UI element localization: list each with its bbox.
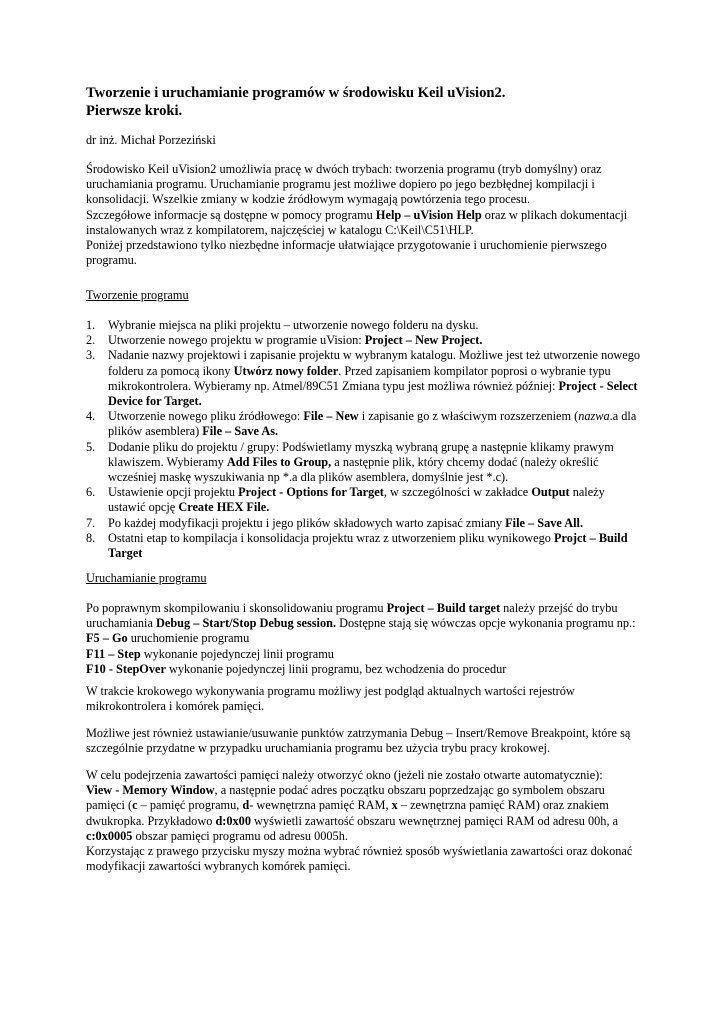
run-plain: , a następnie podać adres początku obszaru poprzedzając go symbolem obszaru bbox=[214, 783, 605, 798]
step-text bbox=[108, 333, 666, 348]
step-bold: Device for Target. bbox=[108, 394, 202, 409]
step-bold: Project - Select bbox=[558, 378, 638, 393]
list-item bbox=[86, 516, 666, 531]
shortcut-key: F10 - StepOver bbox=[86, 661, 166, 676]
step-text bbox=[108, 364, 666, 379]
paragraph-line: szczególnie przydatne w przypadku uruchamiania programu bez użycia trybu pracy krokowej. bbox=[86, 741, 551, 756]
intro-line: Poniżej przedstawiono tylko niezbędne informacje ułatwiające przygotowanie i uruchomienie pierwszego bbox=[86, 238, 607, 253]
step-plain: mikrokontrolera. Wybieramy np. Atmel/89C51 Zmiana typu jest możliwa również później: bbox=[108, 378, 559, 393]
paragraph-line: W celu podejrzenia zawartości pamięci należy otworzyć okno (jeżeli nie zostało otwarte automatycznie): bbox=[86, 768, 603, 782]
step-text: wcześniej maskę wyszukiwania np *.a dla plików asemblera, domyślnie jest *.c). bbox=[108, 470, 509, 485]
running-paragraph-1 bbox=[86, 601, 666, 677]
paragraph-line bbox=[86, 798, 666, 813]
step-bold: Output bbox=[531, 485, 570, 500]
step-text bbox=[108, 516, 666, 531]
step-text bbox=[108, 424, 666, 439]
run-plain: – pamięć programu, bbox=[137, 798, 243, 813]
step-text: Nadanie nazwy projektowi i zapisanie projektu w wybranym katalogu. Możliwe jest też utworzenie nowego bbox=[108, 348, 641, 363]
paragraph-line bbox=[86, 601, 666, 616]
step-text bbox=[108, 531, 666, 546]
step-bold: Project - Options for Target bbox=[238, 485, 384, 500]
intro-line: instalowanych wraz z kompilatorem, najczęściej w katalogu C:\Keil\C51\HLP. bbox=[86, 222, 474, 237]
step-text bbox=[108, 500, 666, 515]
step-text: Dodanie pliku do projektu / grupy: Podświetlamy myszką wybraną grupę a następnie klikamy prawym bbox=[108, 439, 614, 454]
shortcut-description: wykonanie pojedynczej linii programu bbox=[140, 646, 334, 661]
step-number: 5. bbox=[86, 439, 96, 454]
step-plain: a następnie plik, który chcemy dodać (należy określić bbox=[331, 454, 599, 469]
list-item bbox=[86, 318, 666, 333]
step-number: 3. bbox=[86, 348, 96, 363]
step-bold: Target bbox=[108, 546, 143, 561]
run-plain: Po poprawnym skompilowaniu i skonsolidowaniu programu bbox=[86, 601, 387, 615]
run-plain: uruchamiania bbox=[86, 616, 156, 631]
run-plain: obszar pamięci programu od adresu 0005h. bbox=[132, 828, 348, 843]
intro-line: programu. bbox=[86, 253, 137, 268]
paragraph-line: W trakcie krokowego wykonywania programu możliwy jest podgląd aktualnych wartości rejestrów bbox=[86, 684, 575, 698]
step-plain: . Przed zapisaniem kompilator poprosi o wybranie typu bbox=[338, 363, 611, 378]
run-plain: - wewnętrzna pamięć RAM, bbox=[249, 798, 392, 813]
step-text bbox=[108, 455, 666, 470]
step-bold: Utwórz nowy folder bbox=[233, 363, 339, 378]
step-plain: Ostatni etap to kompilacja i konsolidacja projektu wraz z utworzeniem pliku wynikowego bbox=[108, 530, 554, 545]
step-bold: Create HEX File. bbox=[178, 500, 270, 515]
title-line-2: Pierwsze kroki. bbox=[86, 103, 183, 119]
list-item bbox=[86, 440, 666, 486]
step-number: 7. bbox=[86, 515, 96, 530]
paragraph-line bbox=[86, 814, 666, 829]
step-plain: .a dla bbox=[609, 409, 637, 424]
intro-paragraph bbox=[86, 162, 646, 268]
intro-text: Szczegółowe informacje są dostępne w pomocy programu bbox=[86, 207, 376, 222]
running-paragraph-4 bbox=[86, 768, 666, 874]
paragraph-line bbox=[86, 829, 666, 844]
step-plain: ustawić opcję bbox=[108, 500, 179, 515]
run-bold: x bbox=[391, 798, 398, 813]
step-bold: Add Files to Group, bbox=[226, 454, 332, 469]
list-item bbox=[86, 409, 666, 439]
author-name: dr inż. Michał Porzeziński bbox=[86, 133, 216, 147]
step-number: 2. bbox=[86, 333, 96, 348]
step-number: 4. bbox=[86, 409, 96, 424]
intro-line: konsolidacji. Wszelkie zmiany w kodzie źródłowym wymagają powtórzenia tego procesu. bbox=[86, 192, 531, 207]
step-bold: File – Save All. bbox=[505, 515, 584, 530]
shortcut-key: F5 – Go bbox=[86, 631, 128, 646]
step-plain: Utworzenie nowego projektu w programie uVision: bbox=[108, 333, 365, 348]
run-plain: należy przejść do trybu bbox=[500, 601, 618, 615]
title-line-1: Tworzenie i uruchamianie programów w środowisku Keil uVision2. bbox=[86, 85, 506, 101]
step-text bbox=[108, 394, 666, 409]
paragraph-line: Możliwe jest również ustawianie/usuwanie punktów zatrzymania Debug – Insert/Remove Breakpoint, które są bbox=[86, 726, 631, 740]
step-plain: klawiszem. Wybieramy bbox=[108, 454, 227, 469]
run-bold: d bbox=[242, 798, 250, 813]
running-paragraph-3 bbox=[86, 726, 666, 756]
steps-list bbox=[86, 318, 666, 561]
paragraph-line: mikrokontrolera i komórek pamięci. bbox=[86, 699, 265, 714]
shortcut-description: uruchomienie programu bbox=[127, 631, 250, 646]
step-text bbox=[108, 546, 666, 561]
document-title bbox=[86, 84, 686, 120]
run-plain: Dostępne stają się wówczas opcje wykonania programu np.: bbox=[336, 616, 636, 631]
section-heading-running: Uruchamianie programu bbox=[86, 571, 207, 585]
step-number: 6. bbox=[86, 485, 96, 500]
list-item bbox=[86, 485, 666, 515]
intro-line bbox=[86, 208, 646, 223]
paragraph-line bbox=[86, 616, 666, 631]
run-plain: – zewnętrzna pamięć RAM) oraz znakiem bbox=[397, 798, 609, 813]
shortcut-line bbox=[86, 647, 666, 662]
step-text: Wybranie miejsca na pliki projektu – utworzenie nowego folderu na dysku. bbox=[108, 318, 479, 332]
section-heading-creating: Tworzenie programu bbox=[86, 288, 189, 302]
step-text bbox=[108, 409, 666, 424]
shortcut-line bbox=[86, 631, 666, 646]
step-italic: nazwa bbox=[578, 409, 610, 424]
step-plain: i zapisanie go z właściwym rozszerzeniem ( bbox=[358, 409, 579, 424]
step-bold: Project – New Project. bbox=[364, 333, 483, 348]
step-bold: File – New bbox=[303, 409, 359, 424]
run-bold: c:0x0005 bbox=[86, 828, 133, 843]
step-plain: Po każdej modyfikacji projektu i jego plików składowych warto zapisać zmiany bbox=[108, 515, 506, 530]
paragraph-line: modyfikacji zawartości wybranych komórek pamięci. bbox=[86, 859, 351, 874]
run-plain: wyświetli zawartość obszaru wewnętrznej pamięci RAM od adresu 00h, a bbox=[250, 813, 619, 828]
intro-text: oraz w plikach dokumentacji bbox=[481, 207, 628, 222]
step-plain: , w szczególności w zakładce bbox=[383, 485, 532, 500]
step-plain: Utworzenie nowego pliku źródłowego: bbox=[108, 409, 304, 424]
intro-line: Środowisko Keil uVision2 umożliwia pracę w dwóch trybach: tworzenia programu (tryb domyślny) oraz bbox=[86, 162, 602, 176]
run-plain: pamięci ( bbox=[86, 798, 133, 813]
list-item bbox=[86, 348, 666, 409]
list-item bbox=[86, 333, 666, 348]
step-text bbox=[108, 379, 666, 394]
paragraph-line: Korzystając z prawego przycisku myszy można wybrać również sposób wyświetlania zawartości oraz dokonać bbox=[86, 844, 633, 859]
running-paragraph-2 bbox=[86, 684, 666, 714]
run-bold: c bbox=[132, 798, 138, 813]
step-text bbox=[108, 485, 666, 500]
list-item bbox=[86, 531, 666, 561]
help-menu-reference: Help – uVision Help bbox=[375, 207, 482, 222]
paragraph-line bbox=[86, 783, 666, 798]
run-bold: Debug – Start/Stop Debug session. bbox=[156, 616, 337, 631]
intro-line: uruchamiania programu. Uruchamianie programu jest możliwe dopiero po jego bezbłędnej kompilacji i bbox=[86, 177, 595, 192]
step-plain: folderu za pomocą ikony bbox=[108, 363, 234, 378]
run-bold: View - Memory Window bbox=[86, 783, 215, 798]
step-bold: Projct – Build bbox=[553, 530, 628, 545]
run-bold: Project – Build target bbox=[386, 601, 501, 615]
step-number: 8. bbox=[86, 530, 96, 545]
shortcut-description: wykonanie pojedynczej linii programu, bez wchodzenia do procedur bbox=[165, 661, 507, 676]
shortcut-line bbox=[86, 662, 666, 677]
run-bold: d:0x00 bbox=[215, 813, 251, 828]
run-plain: dwukropka. Przykładowo bbox=[86, 813, 216, 828]
step-plain: należy bbox=[569, 485, 605, 500]
step-number: 1. bbox=[86, 318, 96, 332]
shortcut-key: F11 – Step bbox=[86, 646, 141, 661]
step-plain: Ustawienie opcji projektu bbox=[108, 485, 239, 500]
step-plain: plików asemblera) bbox=[108, 424, 203, 439]
step-bold: File – Save As. bbox=[202, 424, 279, 439]
